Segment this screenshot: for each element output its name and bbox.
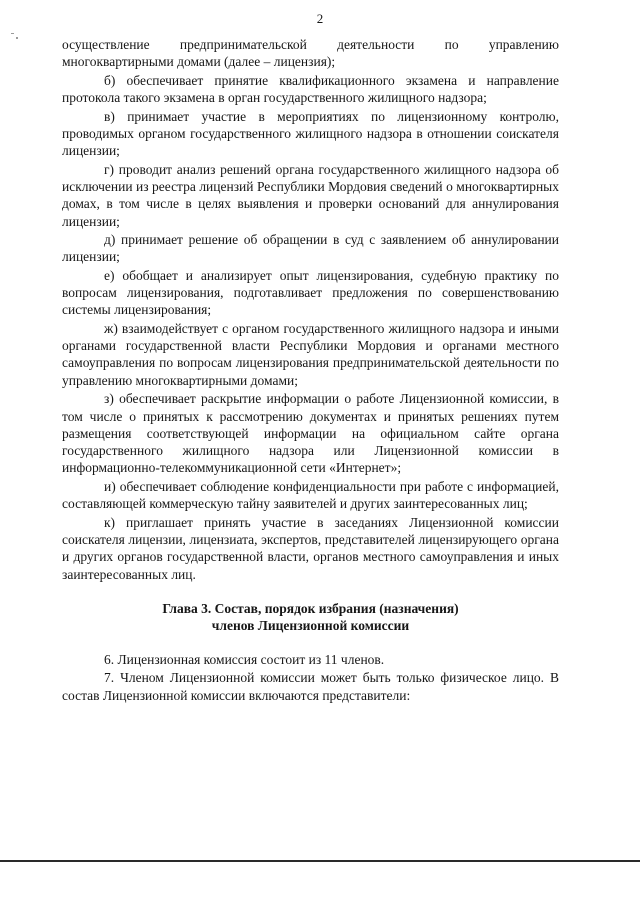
paragraph-continuation: осуществление предпринимательской деятельности по управлению многоквартирными домами (далее – лицензия); — [62, 37, 559, 70]
paragraph-item-zh: ж) взаимодействует с органом государственного жилищного надзора и иными органами государственной власти Республики Мордовия и органами местного самоуправления по вопросам лицензирования предпринимательской деятельности по управлению многоквартирными домами; — [62, 320, 559, 388]
paragraph-clause-6: 6. Лицензионная комиссия состоит из 11 членов. — [104, 651, 385, 667]
scan-mark — [11, 33, 14, 34]
chapter-heading-line2: членов Лицензионной комиссии — [211, 618, 410, 634]
paragraph-item-e: е) обобщает и анализирует опыт лицензирования, судебную практику по вопросам лицензирования, подготавливает предложения по совершенствованию системы лицензирования; — [62, 267, 559, 318]
paragraph-item-b: б) обеспечивает принятие квалификационного экзамена и направление протокола такого экзамена в орган государственного жилищного надзора; — [62, 72, 559, 106]
chapter-heading — [62, 600, 559, 635]
scan-mark — [16, 37, 18, 39]
paragraph-item-k: к) приглашает принять участие в заседаниях Лицензионной комиссии соискателя лицензии, лицензиата, экспертов, представителей лицензирующего органа и других органов государственной власти, органов местного самоуправления и иных заинтересованных лиц. — [62, 514, 559, 582]
chapter-heading-line1: Глава 3. Состав, порядок избрания (назначения) — [162, 600, 459, 616]
document-body — [62, 36, 559, 705]
page-bottom-rule — [0, 860, 640, 862]
paragraph-item-g: г) проводит анализ решений органа государственного жилищного надзора об исключении из реестра лицензий Республики Мордовия сведений о многоквартирных домах, в том числе в целях выявления и проверки оснований для аннулирования лицензии; — [62, 161, 559, 229]
paragraph-item-v: в) принимает участие в мероприятиях по лицензионному контролю, проводимых органом государственного жилищного надзора в отношении соискателя лицензии; — [62, 108, 559, 159]
paragraph-item-d: д) принимает решение об обращении в суд с заявлением об аннулировании лицензии; — [62, 232, 559, 265]
paragraph-clause-7: 7. Членом Лицензионной комиссии может быть только физическое лицо. В состав Лицензионной комиссии включаются представители: — [62, 670, 559, 703]
paragraph-item-z: з) обеспечивает раскрытие информации о работе Лицензионной комиссии, в том числе о принятых к рассмотрению документах и принятых решениях путем размещения соответствующей информации на официальном сайте органа государственного жилищного надзора или Лицензионной комиссии в информационно-телекоммуникационной сети «Интернет»; — [62, 391, 559, 476]
page-number: 2 — [316, 11, 324, 26]
paragraph-item-i: и) обеспечивает соблюдение конфиденциальности при работе с информацией, составляющей коммерческую тайну заявителей и других заинтересованных лиц; — [62, 478, 559, 512]
